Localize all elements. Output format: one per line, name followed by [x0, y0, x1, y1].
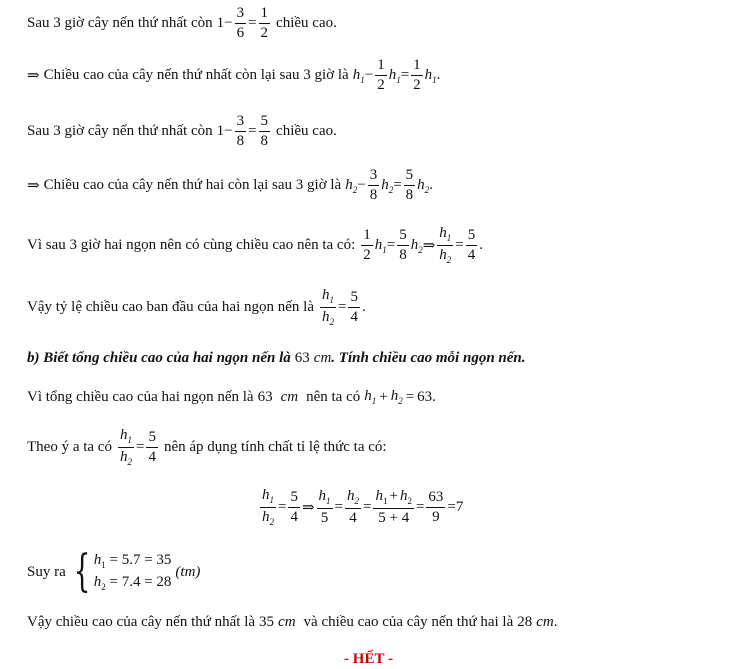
- math: $h_2$: [345, 176, 358, 195]
- proportion-equation: [258, 488, 463, 527]
- math: $h_1$: [388, 66, 401, 85]
- end-marker: - HẾT -: [344, 651, 393, 667]
- math: =: [447, 499, 456, 515]
- line-ratio: [27, 288, 366, 327]
- fraction: $\frac{5}{4}$: [350, 289, 358, 325]
- text: . Tính chiều cao mỗi ngọn nến.: [331, 350, 526, 366]
- math: $h_2$: [381, 176, 394, 195]
- text: chiều cao.: [276, 15, 337, 31]
- fraction: $\frac{5}{4}$: [467, 227, 476, 263]
- math: =: [248, 123, 257, 139]
- math: 28: [517, 614, 533, 630]
- math: .: [436, 67, 441, 83]
- fraction: $\frac{h_1}{5}$: [318, 488, 331, 526]
- fraction: $\frac{1}{2}$: [413, 57, 421, 93]
- math: 35: [259, 614, 275, 630]
- math: =: [334, 499, 344, 515]
- fraction: $\frac{h_2}{4}$: [347, 488, 360, 526]
- math: =: [337, 299, 347, 315]
- math: =: [400, 67, 410, 83]
- math: .: [361, 299, 366, 315]
- fraction: $\frac{5}{8}$: [260, 113, 269, 149]
- math: .: [429, 177, 433, 193]
- math: $h_2$: [390, 388, 403, 406]
- math: cm: [313, 350, 332, 366]
- math: 63: [417, 388, 433, 405]
- text: Vậy chiều cao của cây nến thứ nhất là: [27, 614, 256, 630]
- line-height-first: [27, 58, 440, 93]
- text: Chiều cao của cây nến thứ nhất còn lại sau 3 giờ là: [43, 67, 349, 83]
- implies-symbol: ⇒: [27, 68, 40, 84]
- section-heading-b: [27, 350, 526, 367]
- math: cm: [280, 388, 299, 405]
- implies-symbol: ⇒: [301, 500, 315, 516]
- math: $h_2$: [410, 236, 423, 255]
- text: Vì sau 3 giờ hai ngọn nên có cùng chiều cao nên ta có:: [27, 237, 356, 253]
- fraction: $\frac{3}{8}$: [369, 167, 378, 203]
- math: =: [455, 237, 464, 253]
- fraction: $\frac{h_1 + h_2}{5 + 4}$: [375, 488, 412, 526]
- math: cm: [536, 614, 554, 630]
- math: .: [553, 614, 558, 630]
- math: $h_1$: [424, 66, 437, 85]
- fraction: $\frac{1}{2}$: [260, 5, 269, 41]
- fraction: $\frac{5}{4}$: [148, 429, 156, 465]
- math: cm: [278, 614, 296, 630]
- math: −: [224, 15, 233, 31]
- system-row: $h_2 = 7.4 = 28$: [93, 574, 172, 593]
- fraction: $\frac{h_1}{h_2}$: [439, 225, 452, 265]
- implies-symbol: ⇒: [422, 238, 436, 254]
- fraction: $\frac{1}{2}$: [377, 57, 385, 93]
- math: +: [379, 388, 388, 405]
- math: .: [432, 388, 436, 405]
- math: 63: [257, 388, 273, 405]
- text: Theo ý a ta có: [27, 439, 112, 455]
- text: b) Biết tổng chiều cao của hai ngọn nến là: [27, 350, 291, 366]
- math: =: [363, 499, 372, 515]
- fraction: $\frac{3}{6}$: [236, 5, 245, 41]
- math: −: [224, 123, 233, 139]
- fraction: $\frac{63}{9}$: [428, 489, 444, 525]
- line-height-second: [27, 168, 433, 203]
- math: (tm): [175, 563, 201, 580]
- fraction: $\frac{1}{2}$: [363, 227, 371, 263]
- equation-system: [66, 546, 172, 598]
- fraction: $\frac{h_1}{h_2}$: [119, 427, 132, 467]
- text: Suy ra: [27, 563, 66, 580]
- text: và chiều cao của cây nến thứ hai là: [303, 614, 514, 630]
- text: Sau 3 giờ cây nến thứ nhất còn: [27, 123, 213, 139]
- math: −: [364, 67, 374, 83]
- line-apply-ratio: [27, 428, 387, 467]
- math: −: [357, 177, 366, 193]
- line-final-answer: [27, 614, 557, 631]
- math: $h_1$: [352, 66, 365, 85]
- math: 63: [294, 350, 310, 366]
- math: =: [415, 499, 425, 515]
- brace-symbol: {: [73, 546, 91, 598]
- math: =: [405, 388, 415, 405]
- fraction: $\frac{5}{8}$: [399, 227, 407, 263]
- implies-symbol: ⇒: [27, 178, 40, 194]
- fraction: $\frac{3}{8}$: [236, 113, 245, 149]
- text: Sau 3 giờ cây nến thứ nhất còn: [27, 15, 213, 31]
- line-remaining-first-b: [27, 114, 337, 149]
- math: .: [479, 237, 484, 253]
- line-conclusion-system: [27, 546, 201, 598]
- math: 1: [216, 15, 225, 31]
- text: Vì tổng chiều cao của hai ngọn nến là: [27, 388, 254, 405]
- text: nên ta có: [306, 388, 361, 405]
- math: 1: [216, 123, 225, 139]
- text: chiều cao.: [276, 123, 337, 139]
- math: =: [386, 237, 396, 253]
- math: $h_2$: [417, 176, 430, 195]
- system-row: $h_1 = 5.7 = 35$: [93, 552, 172, 570]
- text: Chiều cao của cây nến thứ hai còn lại sau 3 giờ là: [43, 177, 342, 193]
- math: =: [393, 177, 402, 193]
- math: =: [135, 439, 145, 455]
- math: 7: [455, 499, 464, 515]
- text: Vậy tỷ lệ chiều cao ban đầu của hai ngọn nến là: [27, 299, 314, 315]
- line-remaining-first-a: [27, 6, 337, 41]
- fraction: $\frac{5}{8}$: [405, 167, 414, 203]
- line-total-height: [27, 388, 436, 406]
- math: $h_1$: [374, 236, 387, 255]
- line-equal-heights: [27, 226, 483, 265]
- math: $h_1$: [364, 388, 377, 406]
- math: =: [278, 499, 287, 515]
- math: =: [248, 15, 257, 31]
- fraction: $\frac{5}{4}$: [290, 489, 298, 525]
- fraction: $\frac{h_1}{h_2}$: [262, 487, 274, 527]
- fraction: $\frac{h_1}{h_2}$: [321, 287, 334, 327]
- text: nên áp dụng tính chất tỉ lệ thức ta có:: [163, 439, 387, 455]
